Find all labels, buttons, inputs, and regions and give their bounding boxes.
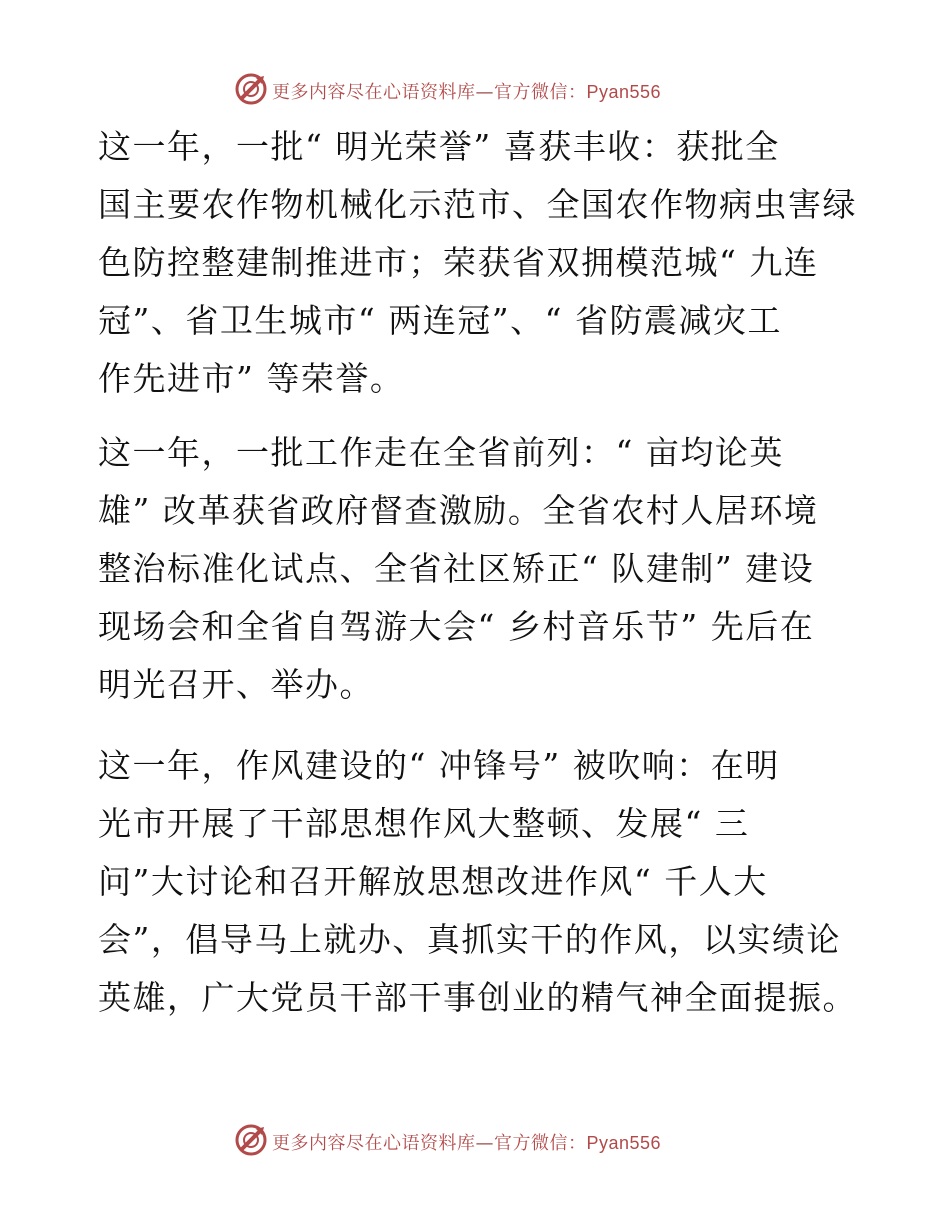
- paragraph-honors: [98, 118, 858, 408]
- text-line: 光市开展了干部思想作风大整顿、发展“ 三: [98, 804, 750, 843]
- paragraph-provincial-lead: [98, 424, 858, 714]
- text-line: 明光召开、举办。: [98, 665, 374, 704]
- text-line: 整治标准化试点、全省社区矫正“ 队建制” 建设: [98, 549, 815, 588]
- paragraph-work-style: [98, 737, 858, 1027]
- text-line: 这一年，一批工作走在全省前列：“ 亩均论英: [98, 433, 784, 472]
- watermark-separator: —: [475, 1133, 494, 1154]
- text-line: 会”，倡导马上就办、真抓实干的作风，以实绩论: [98, 920, 841, 959]
- watermark-wechat-label: 官方微信：: [494, 1133, 587, 1154]
- brand-logo-icon: [234, 72, 268, 106]
- watermark-wechat-id: Pyan556: [586, 1133, 662, 1153]
- text-line: 作先进市” 等荣誉。: [98, 359, 405, 398]
- text-line: 这一年，一批“ 明光荣誉” 喜获丰收：获批全: [98, 127, 780, 166]
- watermark-footer: [0, 1121, 950, 1161]
- watermark-header: [0, 70, 950, 110]
- text-line: 这一年，作风建设的“ 冲锋号” 被吹响：在明: [98, 746, 780, 785]
- text-line: 问”大讨论和召开解放思想改进作风“ 千人大: [98, 862, 768, 901]
- text-line: 色防控整建制推进市；荣获省双拥模范城“ 九连: [98, 243, 819, 282]
- watermark-brand: 更多内容尽在心语资料库: [272, 1133, 476, 1154]
- text-line: 现场会和全省自驾游大会“ 乡村音乐节” 先后在: [98, 607, 815, 646]
- text-line: 英雄，广大党员干部干事创业的精气神全面提振。: [98, 978, 857, 1017]
- watermark-brand: 更多内容尽在心语资料库: [272, 82, 476, 103]
- brand-logo-icon: [234, 1123, 268, 1157]
- watermark-wechat-id: Pyan556: [586, 82, 662, 102]
- text-line: 雄” 改革获省政府督查激励。全省农村人居环境: [98, 491, 819, 530]
- text-line: 冠”、省卫生城市“ 两连冠”、“ 省防震减灾工: [98, 301, 782, 340]
- text-line: 国主要农作物机械化示范市、全国农作物病虫害绿: [98, 185, 857, 224]
- watermark-separator: —: [475, 82, 494, 103]
- watermark-text: [272, 1129, 661, 1155]
- watermark-wechat-label: 官方微信：: [494, 82, 587, 103]
- watermark-text: [272, 78, 661, 104]
